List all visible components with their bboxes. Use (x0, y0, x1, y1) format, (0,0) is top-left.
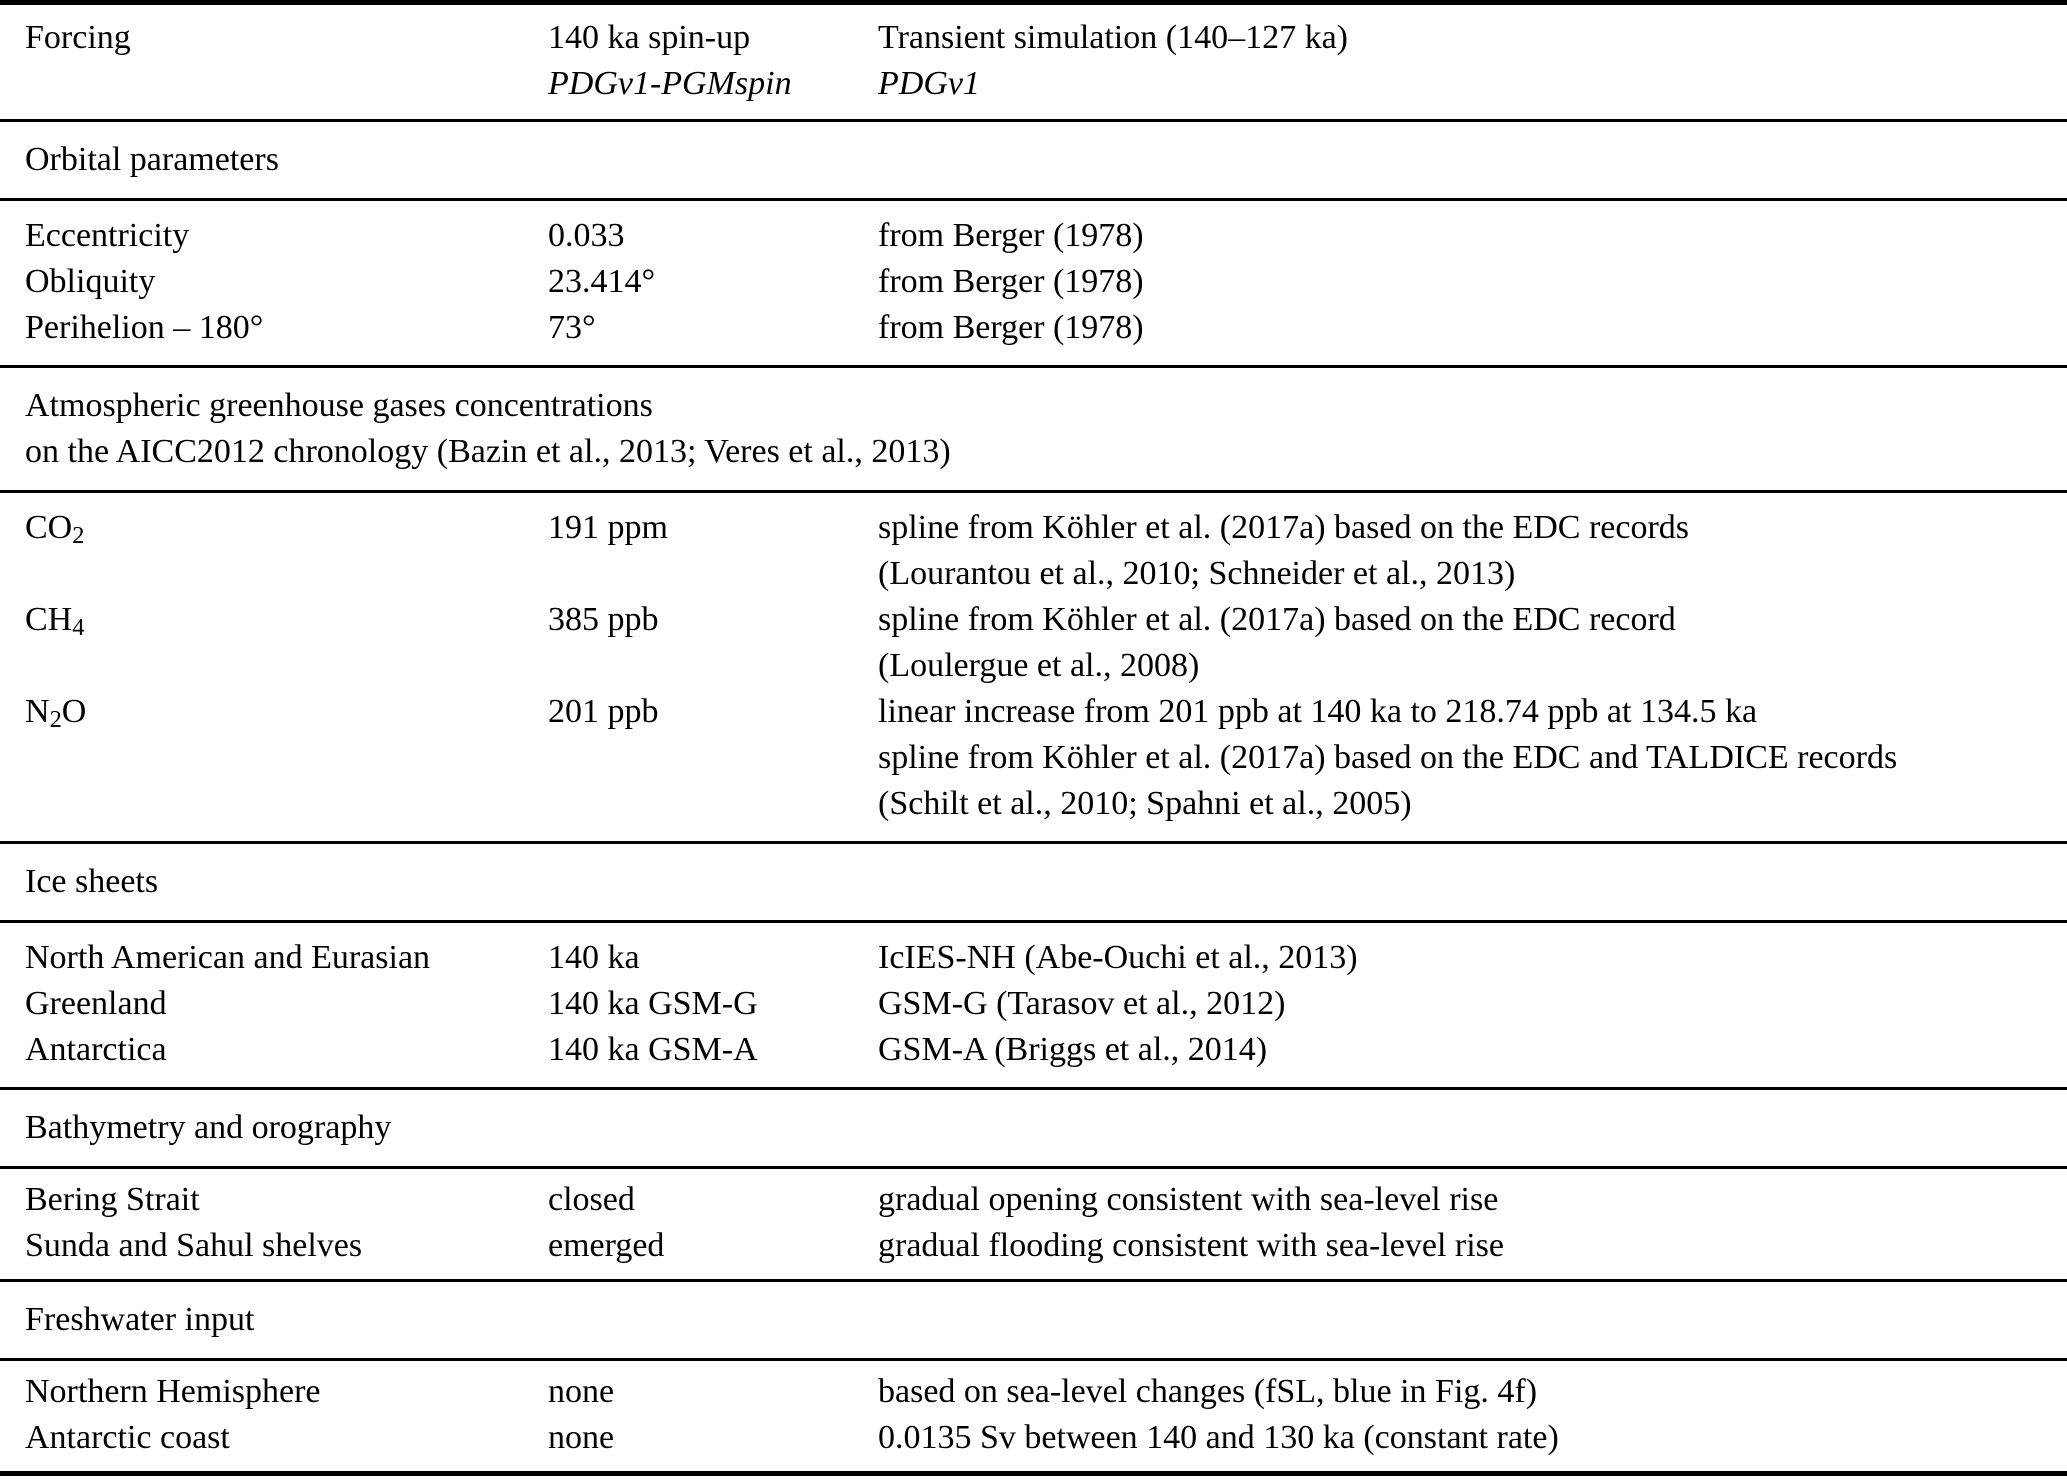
row-label: Greenland (25, 985, 167, 1022)
description-line: spline from Köhler et al. (2017a) based on the EDC records (878, 509, 1690, 546)
row-value: 73° (548, 309, 596, 346)
description-line: 0.0135 Sv between 140 and 130 ka (constant rate) (878, 1419, 1559, 1456)
row-label: Antarctica (25, 1031, 167, 1068)
header-col-forcing (25, 15, 548, 107)
row-value: 0.033 (548, 217, 625, 254)
section-title-greenhouse-gases (0, 365, 2067, 490)
description-line: (Lourantou et al., 2010; Schneider et al., 2013) (878, 555, 1516, 592)
chemical-symbol: CH (25, 601, 73, 638)
header-col-spinup (548, 15, 878, 107)
row-value: 140 ka (548, 939, 640, 976)
row-label: Northern Hemisphere (25, 1373, 321, 1410)
section-title-text: on the AICC2012 chronology (Bazin et al., 2013; Veres et al., 2013) (25, 433, 951, 470)
description-line: spline from Köhler et al. (2017a) based on the EDC and TALDICE records (878, 739, 1898, 776)
row-value: 140 ka GSM-G (548, 985, 758, 1022)
row-description (878, 1223, 2067, 1269)
section-title-text: Bathymetry and orography (25, 1109, 392, 1146)
row-label: North American and Eurasian (25, 939, 431, 976)
table-row (0, 213, 2067, 259)
description-line: linear increase from 201 ppb at 140 ka to 218.74 ppb at 134.5 ka (878, 693, 1758, 730)
row-label-n2o (25, 689, 548, 827)
section-title-text: Orbital parameters (25, 141, 279, 178)
row-label: Eccentricity (25, 217, 190, 254)
row-description (878, 935, 2067, 981)
row-value: emerged (548, 1227, 665, 1264)
row-value: 23.414° (548, 263, 656, 300)
row-description (878, 1415, 2067, 1461)
header-forcing-label: Forcing (25, 19, 131, 56)
header-spinup-label: 140 ka spin-up (548, 19, 751, 56)
description-line: from Berger (1978) (878, 263, 1144, 300)
description-line: gradual opening consistent with sea-level rise (878, 1181, 1499, 1218)
chemical-symbol: O (61, 693, 87, 730)
row-label-ch4 (25, 597, 548, 689)
table-row (0, 259, 2067, 305)
table-row (0, 1027, 2067, 1073)
table-row (0, 505, 2067, 597)
section-title-ice-sheets (0, 841, 2067, 920)
table-row (0, 1177, 2067, 1223)
row-value: closed (548, 1181, 635, 1218)
description-line: GSM-G (Tarasov et al., 2012) (878, 985, 1286, 1022)
row-description (878, 689, 2067, 827)
description-line: from Berger (1978) (878, 217, 1144, 254)
row-description (878, 1027, 2067, 1073)
row-value: 201 ppb (548, 693, 659, 730)
row-label: Antarctic coast (25, 1419, 230, 1456)
description-line: based on sea-level changes (fSL, blue in Fig. 4f) (878, 1373, 1538, 1410)
description-line: GSM-A (Briggs et al., 2014) (878, 1031, 1268, 1068)
description-line: from Berger (1978) (878, 309, 1144, 346)
row-description (878, 1369, 2067, 1415)
table-row (0, 689, 2067, 827)
row-description (878, 597, 2067, 689)
row-description (878, 981, 2067, 1027)
chemical-subscript: 2 (72, 521, 85, 549)
row-value: none (548, 1419, 615, 1456)
section-rows-greenhouse-gases (0, 490, 2067, 841)
section-rows-freshwater-input (0, 1358, 2067, 1471)
row-description (878, 505, 2067, 597)
header-transient-run-name: PDGv1 (878, 65, 980, 102)
header-transient-label: Transient simulation (140–127 ka) (878, 19, 1348, 56)
row-value: 385 ppb (548, 601, 659, 638)
table-row (0, 981, 2067, 1027)
row-label: Sunda and Sahul shelves (25, 1227, 363, 1264)
section-title-text: Ice sheets (25, 863, 159, 900)
section-rows-ice-sheets (0, 920, 2067, 1087)
description-line: (Schilt et al., 2010; Spahni et al., 2005) (878, 785, 1412, 822)
row-description (878, 305, 2067, 351)
section-title-text: Atmospheric greenhouse gases concentrations (25, 387, 653, 424)
row-description (878, 259, 2067, 305)
chemical-symbol: N (25, 693, 50, 730)
table-row (0, 1369, 2067, 1415)
table-header-section (0, 5, 2067, 119)
row-description (878, 1177, 2067, 1223)
table-row (0, 935, 2067, 981)
section-title-bathymetry-orography (0, 1087, 2067, 1166)
table-row (0, 597, 2067, 689)
chemical-subscript: 4 (72, 613, 85, 641)
row-value: none (548, 1373, 615, 1410)
section-title-text: Freshwater input (25, 1301, 255, 1338)
description-line: spline from Köhler et al. (2017a) based on the EDC record (878, 601, 1676, 638)
row-value: 191 ppm (548, 509, 668, 546)
row-label: Bering Strait (25, 1181, 200, 1218)
row-description (878, 213, 2067, 259)
row-label: Perihelion – 180° (25, 309, 264, 346)
row-label: Obliquity (25, 263, 156, 300)
chemical-symbol: CO (25, 509, 73, 546)
description-line: IcIES-NH (Abe-Ouchi et al., 2013) (878, 939, 1358, 976)
table-row (0, 1223, 2067, 1269)
section-title-orbital-parameters (0, 119, 2067, 198)
row-value: 140 ka GSM-A (548, 1031, 758, 1068)
table-row (0, 1415, 2067, 1461)
header-spinup-run-name: PDGv1-PGMspin (548, 65, 792, 102)
table-row (0, 305, 2067, 351)
section-title-freshwater-input (0, 1279, 2067, 1358)
section-rows-orbital-parameters (0, 198, 2067, 365)
description-line: gradual flooding consistent with sea-level rise (878, 1227, 1504, 1264)
section-rows-bathymetry-orography (0, 1166, 2067, 1279)
header-col-transient (878, 15, 2067, 107)
chemical-subscript: 2 (49, 705, 62, 733)
description-line: (Loulergue et al., 2008) (878, 647, 1200, 684)
header-row (0, 15, 2067, 107)
row-label-co2 (25, 505, 548, 597)
